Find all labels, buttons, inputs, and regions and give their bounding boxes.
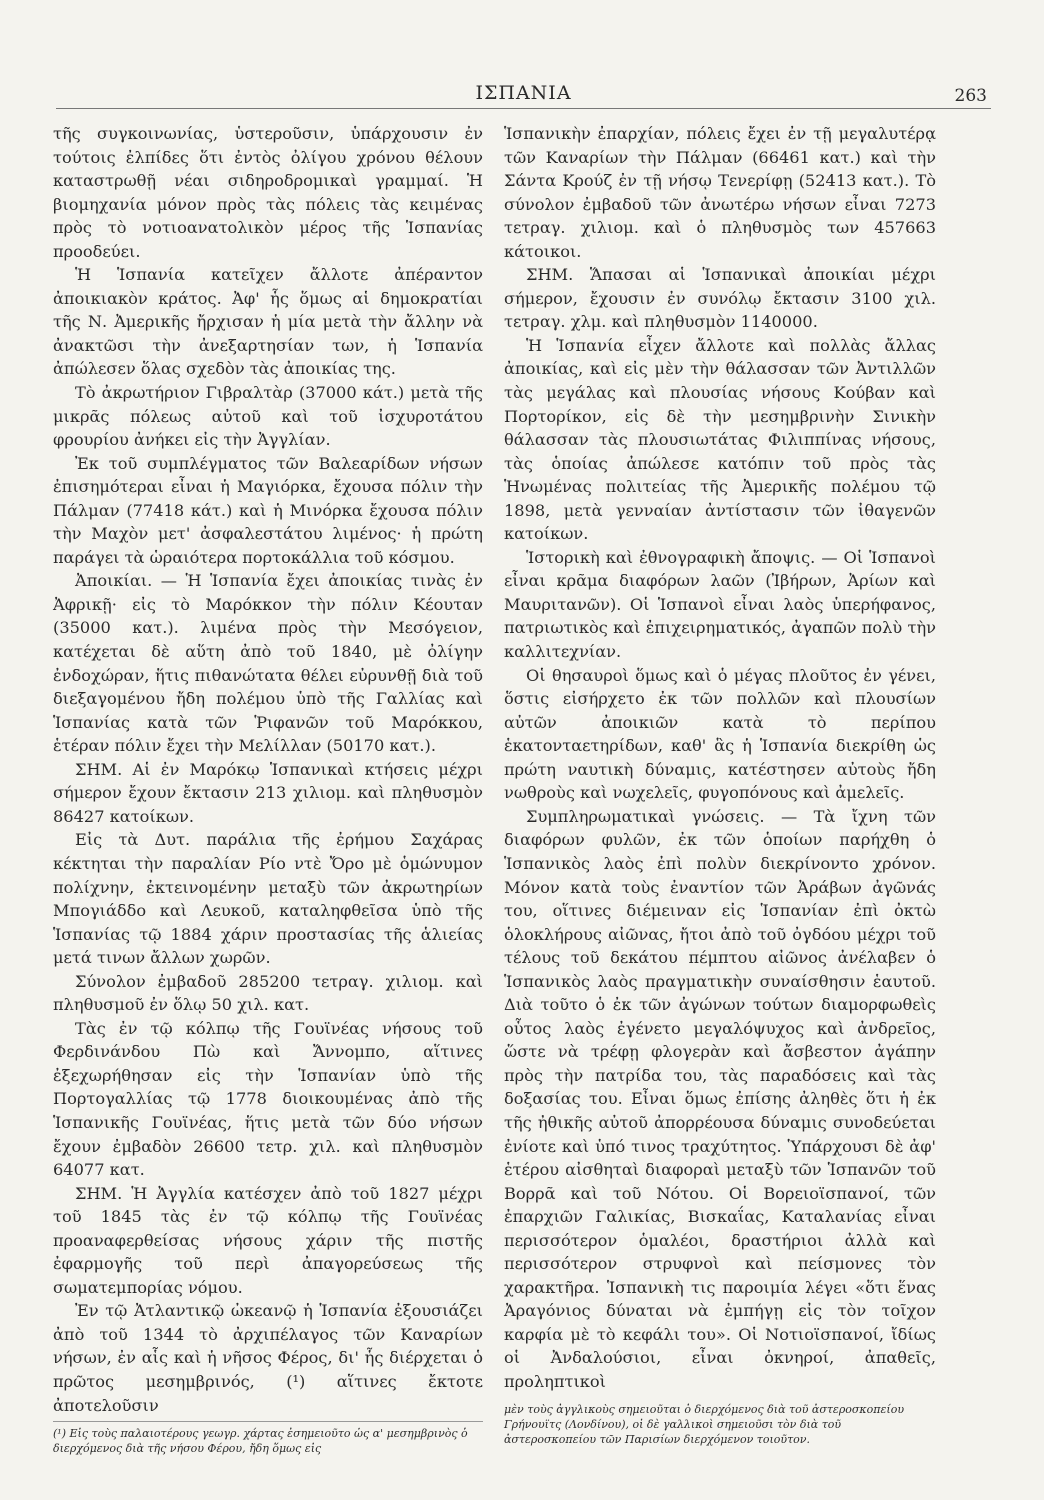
running-title: ΙΣΠΑΝΙΑ [475, 82, 572, 104]
paragraph: Τὸ ἀκρωτήριον Γιβραλτὰρ (37000 κάτ.) μετὰ τῆς μικρᾶς πόλεως αὐτοῦ καὶ τοῦ ἰσχυροτάτου φρουρίου ἀνήκει εἰς τὴν Ἀγγλίαν. [53, 383, 483, 450]
paragraph: Τὰς ἐν τῷ κόλπῳ τῆς Γουϊνέας νήσους τοῦ Φερδινάνδου Πὼ καὶ Ἄννομπο, αἵτινες ἐξεχωρήθησαν εἰς τὴν Ἱσπανίαν ὑπὸ τῆς Πορτογαλλίας τῷ 1778 διοικουμένας ἀπὸ τῆς Ἱσπανικῆς Γουϊνέας, ἥτις μετὰ τῶν δύο νήσων ἔχουν ἐμβαδὸν 26600 τετρ. χιλ. καὶ πληθυσμὸν 64077 κατ. [53, 1018, 483, 1180]
right-column [504, 122, 936, 1447]
page-number: 263 [954, 86, 987, 106]
footnote: (¹) Εἰς τοὺς παλαιοτέρους γεωγρ. χάρτας ἐσημειοῦτο ὡς α' μεσημβρινὸς ὁ διερχόμενος διὰ τῆς νήσου Φέρου, ἤδη ὅμως εἰς [53, 1421, 483, 1456]
left-column [53, 122, 483, 1456]
paragraph: ΣΗΜ. Ἅπασαι αἱ Ἱσπανικαὶ ἀποικίαι μέχρι σήμερον, ἔχουσιν ἐν συνόλῳ ἔκτασιν 3100 χιλ. τετραγ. χλμ. καὶ πληθυσμὸν 1140000. [504, 265, 936, 332]
page-header [56, 82, 991, 112]
paragraph: Ἡ Ἱσπανία κατεῖχεν ἄλλοτε ἀπέραντον ἀποικιακὸν κράτος. Ἀφ' ἧς ὅμως αἱ δημοκρατίαι τῆς Ν. Ἀμερικῆς ἤρχισαν ἡ μία μετὰ τὴν ἄλλην νὰ ἀνακτῶσι τὴν ἀνεξαρτησίαν των, ἡ Ἱσπανία ἀπώλεσεν ὅλας σχεδὸν τὰς ἀποικίας της. [53, 265, 483, 379]
paragraph: Ἀποικίαι. — Ἡ Ἱσπανία ἔχει ἀποικίας τινὰς ἐν Ἀφρικῇ· εἰς τὸ Μαρόκκον τὴν πόλιν Κέουταν (35000 κατ.). λιμένα πρὸς τὴν Μεσόγειον, κατέχεται δὲ αὕτη ἀπὸ τοῦ 1840, μὲ ὀλίγην ἐνδοχώραν, ἥτις πιθανώτατα θέλει εὐρυνθῇ διὰ τοῦ διεξαγομένου ἤδη πολέμου ὑπὸ τῆς Γαλλίας καὶ Ἱσπανίας κατὰ τῶν Ῥιφανῶν τοῦ Μαρόκκου, ἑτέραν πόλιν ἔχει τὴν Μελίλλαν (50170 κατ.). [53, 571, 483, 756]
paragraph: Ἱσπανικὴν ἐπαρχίαν, πόλεις ἔχει ἐν τῇ μεγαλυτέρᾳ τῶν Καναρίων τὴν Πάλμαν (66461 κατ.) καὶ τὴν Σάντα Κρούζ ἐν τῇ νήσῳ Τενερίφῃ (52413 κατ.). Τὸ σύνολον ἐμβαδοῦ τῶν ἀνωτέρω νήσων εἶναι 7273 τετραγ. χιλιομ. καὶ ὁ πληθυσμὸς των 457663 κάτοικοι. [504, 124, 936, 261]
paragraph: Ἐκ τοῦ συμπλέγματος τῶν Βαλεαρίδων νήσων ἐπισημότεραι εἶναι ἡ Μαγιόρκα, ἔχουσα πόλιν τὴν Πάλμαν (77418 κάτ.) καὶ ἡ Μινόρκα ἔχουσα πόλιν τὴν Μαχὸν μετ' ἀσφαλεστάτου λιμένος· ἡ πρώτη παράγει τὰ ὡραιότερα πορτοκάλλια τοῦ κόσμου. [53, 453, 483, 567]
paragraph: Ἐν τῷ Ἀτλαντικῷ ὠκεανῷ ἡ Ἱσπανία ἐξουσιάζει ἀπὸ τοῦ 1344 τὸ ἀρχιπέλαγος τῶν Καναρίων νήσων, ἐν αἷς καὶ ἡ νῆσος Φέρος, δι' ἧς διέρχεται ὁ πρῶτος μεσημβρινός, (¹) αἵτινες ἔκτοτε ἀποτελοῦσιν [53, 1301, 483, 1415]
header-rule [56, 108, 991, 109]
paragraph: Συμπληρωματικαὶ γνώσεις. — Τὰ ἴχνη τῶν διαφόρων φυλῶν, ἐκ τῶν ὁποίων παρήχθη ὁ Ἱσπανικὸς λαὸς ἐπὶ πολὺν διεκρίνοντο χρόνον. Μόνον κατὰ τοὺς ἐναντίον τῶν Ἀράβων ἀγῶνάς του, οἵτινες διέμειναν εἰς Ἱσπανίαν ἐπὶ ὀκτὼ ὁλοκλήρους αἰῶνας, ἤτοι ἀπὸ τοῦ ὀγδόου μέχρι τοῦ τέλους τοῦ δεκάτου πέμπτου αἰῶνος ἀνέλαβεν ὁ Ἱσπανικὸς λαὸς πραγματικὴν συναίσθησιν ἑαυτοῦ. Διὰ τοῦτο ὁ ἐκ τῶν ἀγώνων τούτων διαμορφωθεὶς οὗτος λαὸς ἐγένετο μεγαλόψυχος καὶ ἀνδρεῖος, ὥστε νὰ τρέφῃ φλογερὰν καὶ ἄσβεστον ἀγάπην πρὸς τὴν πατρίδα του, τὰς παραδόσεις καὶ τὰς δοξασίας του. Εἶναι ὅμως ἐπίσης ἀληθὲς ὅτι ἡ ἐκ τῆς ἠθικῆς αὐτοῦ ἀπορρέουσα δύναμις συνοδεύεται ἐνίοτε καὶ ὑπό τινος τραχύτητος. Ὑπάρχουσι δὲ ἀφ' ἑτέρου αἰσθηταὶ διαφοραὶ μεταξὺ τῶν Ἱσπανῶν τοῦ Βορρᾶ καὶ τοῦ Νότου. Οἱ Βορειοϊσπανοί, τῶν ἐπαρχιῶν Γαλικίας, Βισκαΐας, Καταλανίας εἶναι περισσότερον ὁμαλέοι, δραστήριοι ἀλλὰ καὶ περισσότερον στρυφνοὶ καὶ πείσμονες τὸν χαρακτῆρα. Ἱσπανικὴ τις παροιμία λέγει «ὅτι ἕνας Ἀραγόνιος δύναται νὰ ἐμπήγῃ εἰς τὸν τοῖχον καρφία μὲ τὸ κεφάλι του». Οἱ Νοτιοϊσπανοί, ἴδίως οἱ Ἀνδαλούσιοι, εἶναι ὀκνηροί, ἀπαθεῖς, προληπτικοὶ [504, 806, 936, 1391]
paragraph: Οἱ θησαυροὶ ὅμως καὶ ὁ μέγας πλοῦτος ἐν γένει, ὅστις εἰσήρχετο ἐκ τῶν πολλῶν καὶ πλουσίων αὐτῶν ἀποικιῶν κατὰ τὸ περίπου ἑκατονταετηρίδων, καθ' ἃς ἡ Ἱσπανία διεκρίθη ὡς πρώτη ναυτικὴ δύναμις, κατέστησεν αὐτοὺς ἤδη νωθροὺς καὶ νωχελεῖς, φυγοπόνους καὶ ἀμελεῖς. [504, 665, 936, 803]
paragraph: τῆς συγκοινωνίας, ὑστεροῦσιν, ὑπάρχουσιν ἐν τούτοις ἐλπίδες ὅτι ἐντὸς ὀλίγου χρόνου θέλουν καταστρωθῇ νέαι σιδηροδρομικαὶ γραμμαί. Ἡ βιομηχανία μόνον πρὸς τὰς πόλεις τὰς κειμένας πρὸς τὸ νοτιοανατολικὸν μέρος τῆς Ἱσπανίας προοδεύει. [53, 124, 483, 261]
paragraph: Σύνολον ἐμβαδοῦ 285200 τετραγ. χιλιομ. καὶ πληθυσμοῦ ἐν ὅλῳ 50 χιλ. κατ. [53, 971, 483, 1015]
paragraph: Εἰς τὰ Δυτ. παράλια τῆς ἐρήμου Σαχάρας κέκτηται τὴν παραλίαν Ρίο ντὲ Ὄρο μὲ ὁμώνυμον πολίχνην, ἐκτεινομένην μεταξὺ τῶν ἀκρωτηρίων Μπογιάδδο καὶ Λευκοῦ, καταληφθεῖσα ὑπὸ τῆς Ἱσπανίας τῷ 1884 χάριν προστασίας τῆς ἁλιείας μετά τινων ἄλλων χωρῶν. [53, 830, 483, 968]
paragraph: Ἡ Ἱσπανία εἶχεν ἄλλοτε καὶ πολλὰς ἄλλας ἀποικίας, καὶ εἰς μὲν τὴν θάλασσαν τῶν Ἀντιλλῶν τὰς μεγάλας καὶ πλουσίας νήσους Κούβαν καὶ Πορτορίκον, εἰς δὲ τὴν μεσημβρινὴν Σινικὴν θάλασσαν τὰς πλουσιωτάτας Φιλιππίνας νήσους, τὰς ὁποίας ἀπώλεσε κατόπιν τοῦ πρὸς τὰς Ἡνωμένας πολιτείας τῆς Ἀμερικῆς πολέμου τῷ 1898, μετὰ γενναίαν ἀντίστασιν τῶν ἰθαγενῶν κατοίκων. [504, 335, 936, 544]
footnote-continued: μὲν τοὺς ἀγγλικοὺς σημειοῦται ὁ διερχόμενος διὰ τοῦ ἀστεροσκοπείου Γρήνουϊτς (Λονδίνου), οἱ δὲ γαλλικοὶ σημειοῦσι τὸν διὰ τοῦ ἀστεροσκοπείου τῶν Παρισίων διερχόμενον τοιοῦτον. [504, 1402, 905, 1446]
paragraph: ΣΗΜ. Αἱ ἐν Μαρόκῳ Ἱσπανικαὶ κτήσεις μέχρι σήμερον ἔχουν ἔκτασιν 213 χιλιομ. καὶ πληθυσμὸν 86427 κατοίκων. [53, 759, 483, 826]
paragraph: Ἱστορικὴ καὶ ἐθνογραφικὴ ἄποψις. — Οἱ Ἱσπανοὶ εἶναι κρᾶμα διαφόρων λαῶν (Ἰβήρων, Ἀρίων καὶ Μαυριτανῶν). Οἱ Ἱσπανοὶ εἶναι λαὸς ὑπερήφανος, πατριωτικὸς καὶ ἐπιχειρηματικός, ἀγαπῶν πολὺ τὴν καλλιτεχνίαν. [504, 547, 936, 662]
paragraph: ΣΗΜ. Ἡ Ἀγγλία κατέσχεν ἀπὸ τοῦ 1827 μέχρι τοῦ 1845 τὰς ἐν τῷ κόλπῳ τῆς Γουϊνέας προαναφερθείσας νήσους χάριν τῆς πιστῆς ἐφαρμογῆς τοῦ περὶ ἀπαγορεύσεως τῆς σωματεμπορίας νόμου. [53, 1183, 483, 1297]
